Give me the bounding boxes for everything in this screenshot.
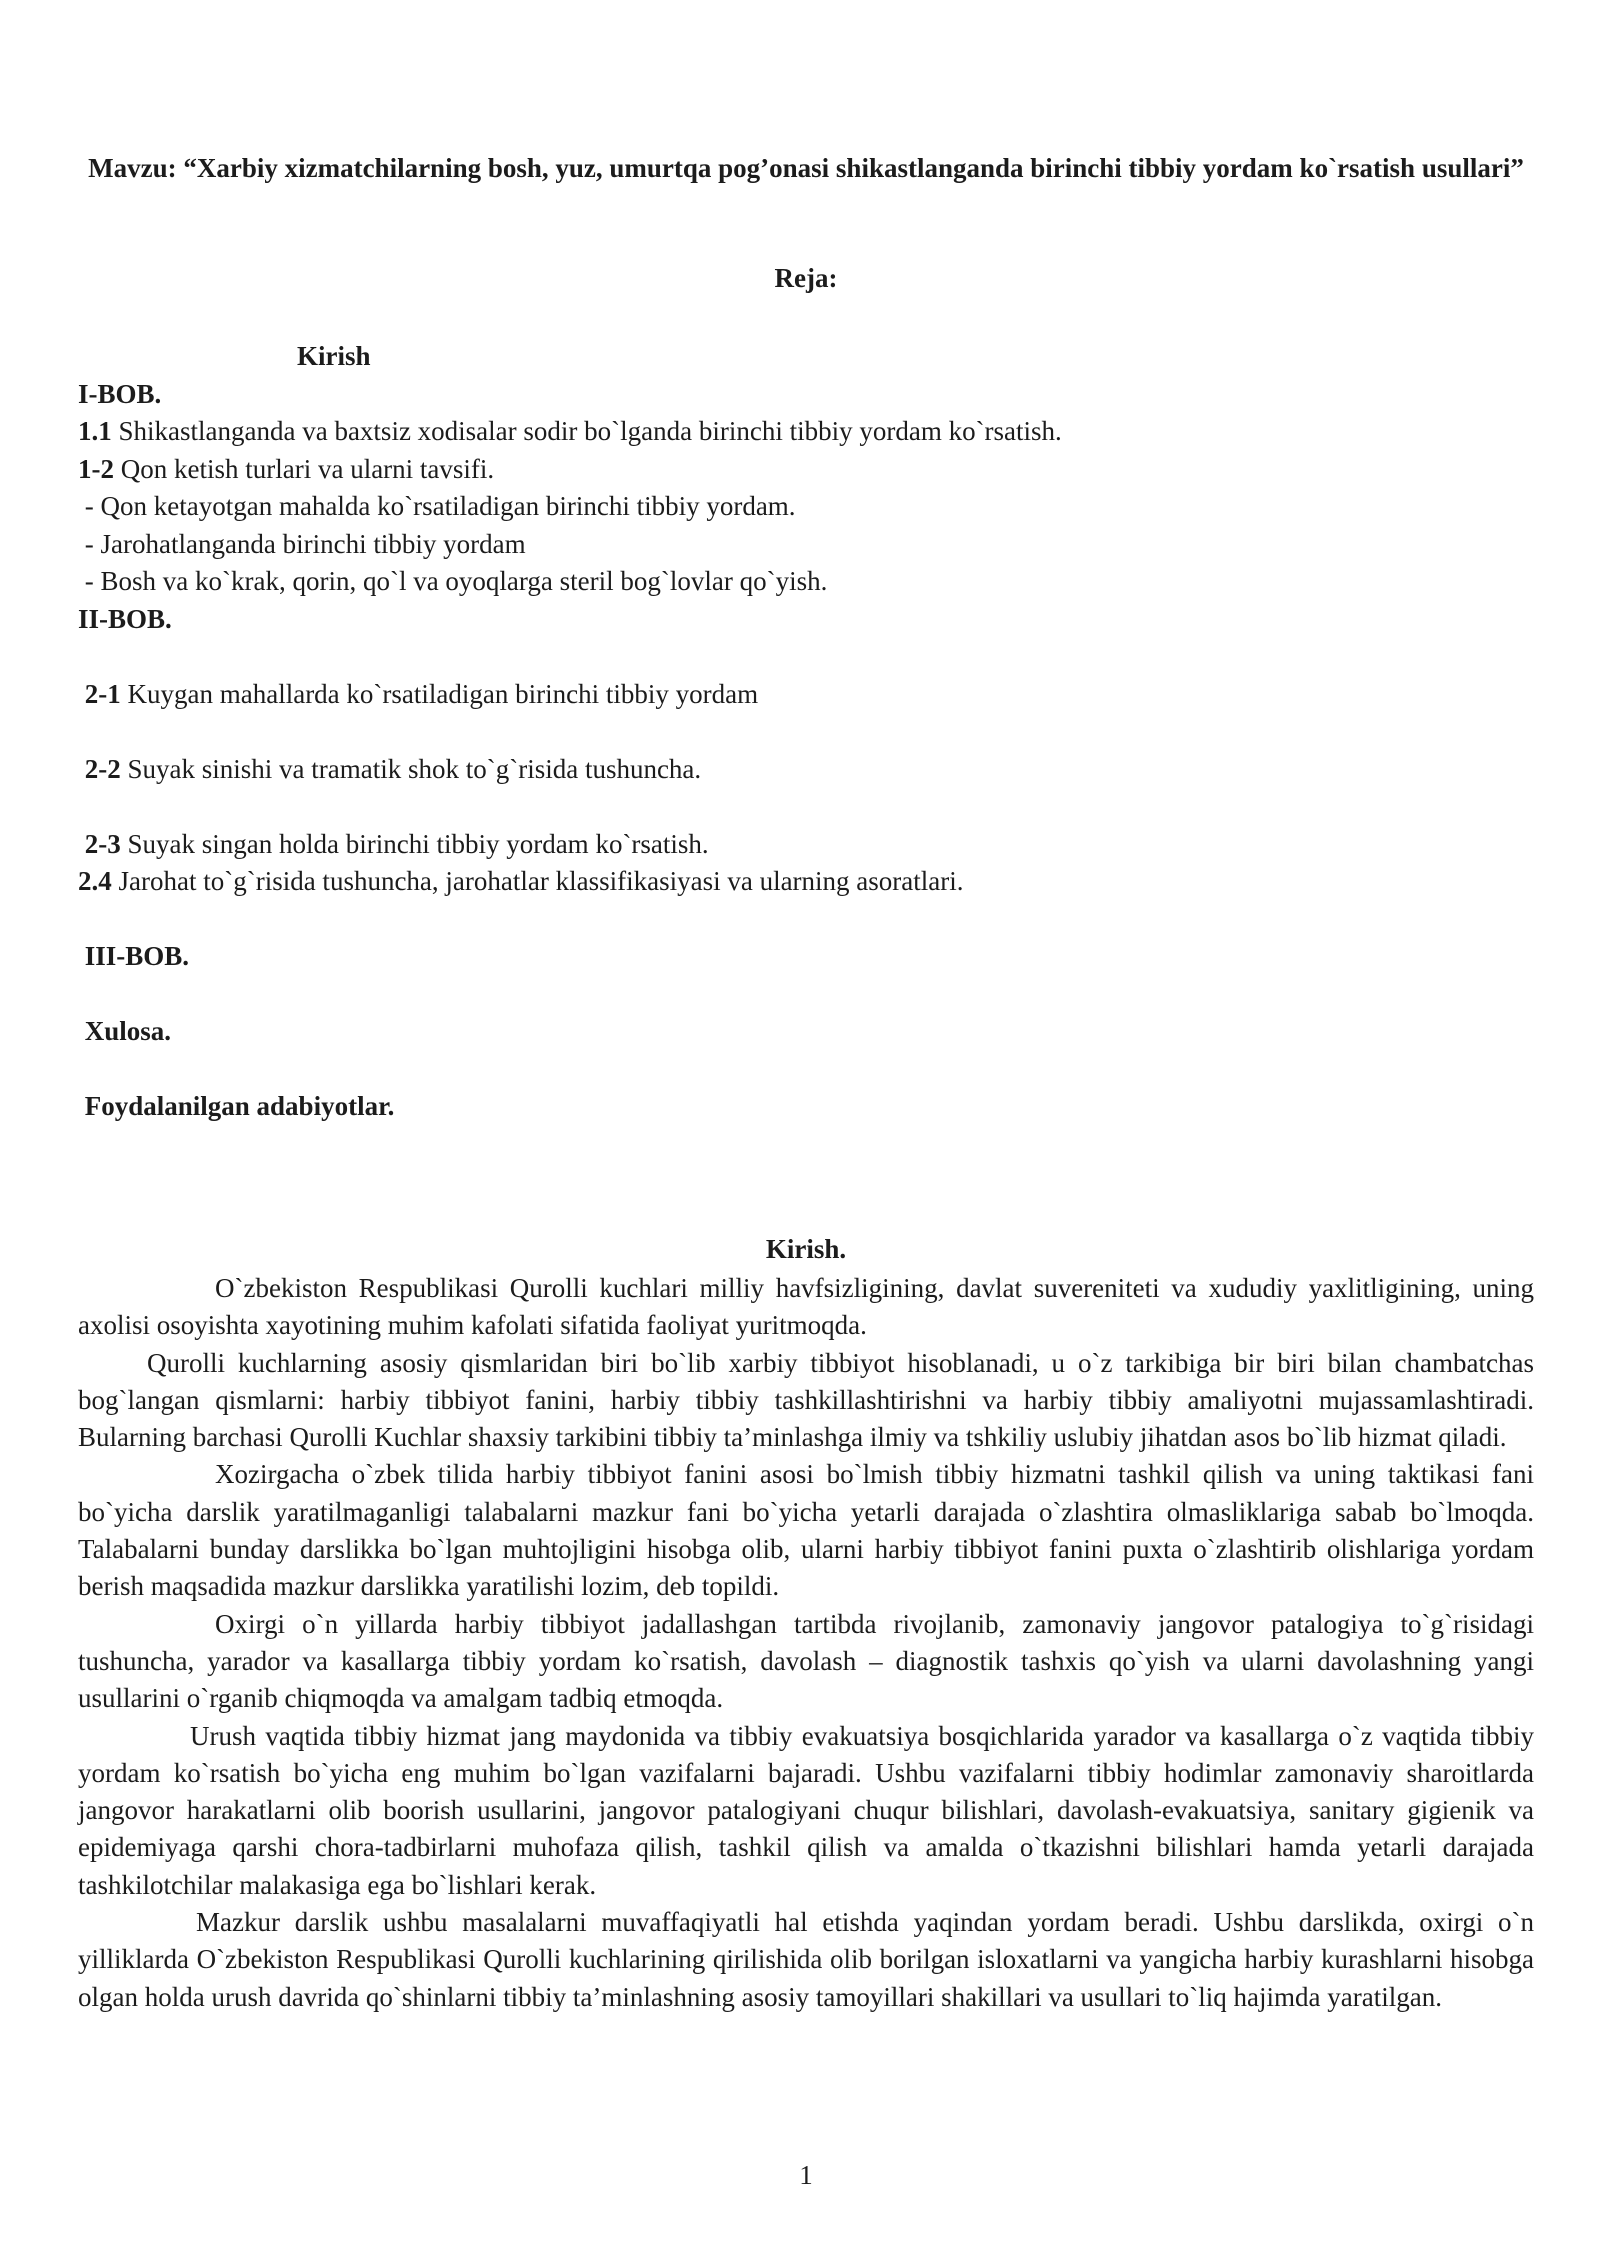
toc-item-number: 2-1 <box>78 678 121 709</box>
toc-item-2-3 <box>78 826 1534 864</box>
paragraph: Xozirgacha o`zbek tilida harbiy tibbiyot fanini asosi bo`lmish tibbiy hizmatni tashkil qilish va uning taktikasi fani bo`yicha darslik yaratilmaganligi talabalarni mazkur fani bo`yicha yetarli darajada o`zlashtira olmasliklariga sabab bo`lmoqda. Talabalarni bunday darslikka bo`lgan muhtojligini hisobga olib, ularni harbiy tibbiyot fanini puxta o`zlashtirib olishlariga yordam berish maqsadida mazkur darslikka yaratilishi lozim, deb topildi. <box>78 1459 1534 1602</box>
toc-item-text: Shikastlanganda va baxtsiz xodisalar sodir bo`lganda birinchi tibbiy yordam ko`rsatish. <box>111 416 1062 446</box>
toc-item-2-2 <box>78 751 1534 789</box>
toc-item-text: Suyak sinishi va tramatik shok to`g`risida tushuncha. <box>120 753 702 784</box>
toc-chapter-1: I-BOB. <box>78 378 162 409</box>
toc-item-text: Qon ketish turlari va ularni tavsifi. <box>114 453 495 484</box>
toc-item-1-2 <box>78 451 1534 489</box>
toc-item-1-1 <box>78 413 1534 451</box>
toc-item-2-1 <box>78 676 1534 714</box>
toc-references: Foydalanilgan adabiyotlar. <box>78 1091 395 1121</box>
intro-body <box>78 1270 1534 2016</box>
toc-item-number: 2-3 <box>78 828 121 859</box>
paragraph: Oxirgi o`n yillarda harbiy tibbiyot jadallashgan tartibda rivojlanib, zamonaviy jangovor patalogiya to`g`risidagi tushuncha, yarador va kasallarga tibbiy yordam ko`rsatish, davolash – diagnostik tashxis qo`yish va ularni davolashning yangi usullarini o`rganib chiqmoqda va amalgam tadbiq etmoqda. <box>78 1608 1534 1714</box>
toc-subitem: - Qon ketayotgan mahalda ko`rsatiladigan birinchi tibbiy yordam. <box>78 491 796 521</box>
toc-item-number: 1.1 <box>78 416 112 446</box>
document-title: Mavzu: “Xarbiy xizmatchilarning bosh, yuz, umurtqa pog’onasi shikastlanganda birinchi tibbiy yordam ko`rsatish usullari” <box>88 153 1524 183</box>
toc-conclusion: Xulosa. <box>78 1016 172 1046</box>
paragraph: O`zbekiston Respublikasi Qurolli kuchlari milliy havfsizligining, davlat suvereniteti va xududiy yaxlitligining, uning axolisi osoyishta xayotining muhim kafolati sifatida faoliyat yuritmoqda. <box>78 1273 1534 1341</box>
toc-item-number: 1-2 <box>78 453 114 484</box>
toc-item-number: 2.4 <box>78 866 112 896</box>
page-number: 1 <box>799 2160 813 2190</box>
paragraph: Mazkur darslik ushbu masalalarni muvaffaqiyatli hal etishda yaqindan yordam beradi. Ushbu darslikda, oxirgi o`n yilliklarda O`zbekiston Respublikasi Qurolli kuchlarining qirilishida olib borilgan isloxatlarni va yangicha harbiy kurashlarni hisobga olgan holda urush davrida qo`shinlarni tibbiy ta’minlashning asosiy tamoyillari shakillari va usullari to`liq hajimda yaratilgan. <box>78 1907 1534 2012</box>
toc-item-text: Jarohat to`g`risida tushuncha, jarohatlar klassifikasiyasi va ularning asoratlari. <box>111 866 964 896</box>
toc-chapter-3: III-BOB. <box>78 941 190 971</box>
toc-item-text: Kuygan mahallarda ko`rsatiladigan birinchi tibbiy yordam <box>120 678 759 709</box>
toc-chapter-2: II-BOB. <box>78 603 172 634</box>
plan-heading: Reja: <box>774 263 838 293</box>
intro-heading: Kirish. <box>765 1234 847 1264</box>
toc-item-number: 2-2 <box>78 753 121 784</box>
toc-subitem: - Jarohatlanganda birinchi tibbiy yordam <box>78 528 526 559</box>
paragraph: Urush vaqtida tibbiy hizmat jang maydonida va tibbiy evakuatsiya bosqichlarida yarador va kasallarga o`z vaqtida tibbiy yordam ko`rsatish bo`yicha eng muhim bo`lgan vazifalarni bajaradi. Ushbu vazifalarni tibbiy hodimlar zamonaviy sharoitlarda jangovor harakatlarni olib boorish usullarini, jangovor patalogiyani chuqur bilishlari, davolash-evakuatsiya, sanitary gigienik va epidemiyaga qarshi chora-tadbirlarni muhofaza qilish, tashkil qilish va amalda o`tkazishni bilishlari hamda yetarli darajada tashkilotchilar malakasiga ega bo`lishlari kerak. <box>78 1720 1534 1900</box>
paragraph: Qurolli kuchlarning asosiy qismlaridan biri bo`lib xarbiy tibbiyot hisoblanadi, u o`z tarkibiga bir biri bilan chambatchas bog`langan qismlarni: harbiy tibbiyot fanini, harbiy tibbiy tashkillashtirishni va harbiy tibbiy amaliyotni mujassamlashtiradi. Bularning barchasi Qurolli Kuchlar shaxsiy tarkibini tibbiy ta’minlashga ilmiy va tshkiliy uslubiy jihatdan asos bo`lib hizmat qiladi. <box>78 1347 1534 1453</box>
toc-subitem: - Bosh va ko`krak, qorin, qo`l va oyoqlarga steril bog`lovlar qo`yish. <box>78 566 828 596</box>
toc-kirish: Kirish <box>297 341 371 371</box>
toc-item-text: Suyak singan holda birinchi tibbiy yordam ko`rsatish. <box>120 828 709 859</box>
toc-item-2-4 <box>78 863 1534 901</box>
table-of-contents <box>78 338 1534 1126</box>
